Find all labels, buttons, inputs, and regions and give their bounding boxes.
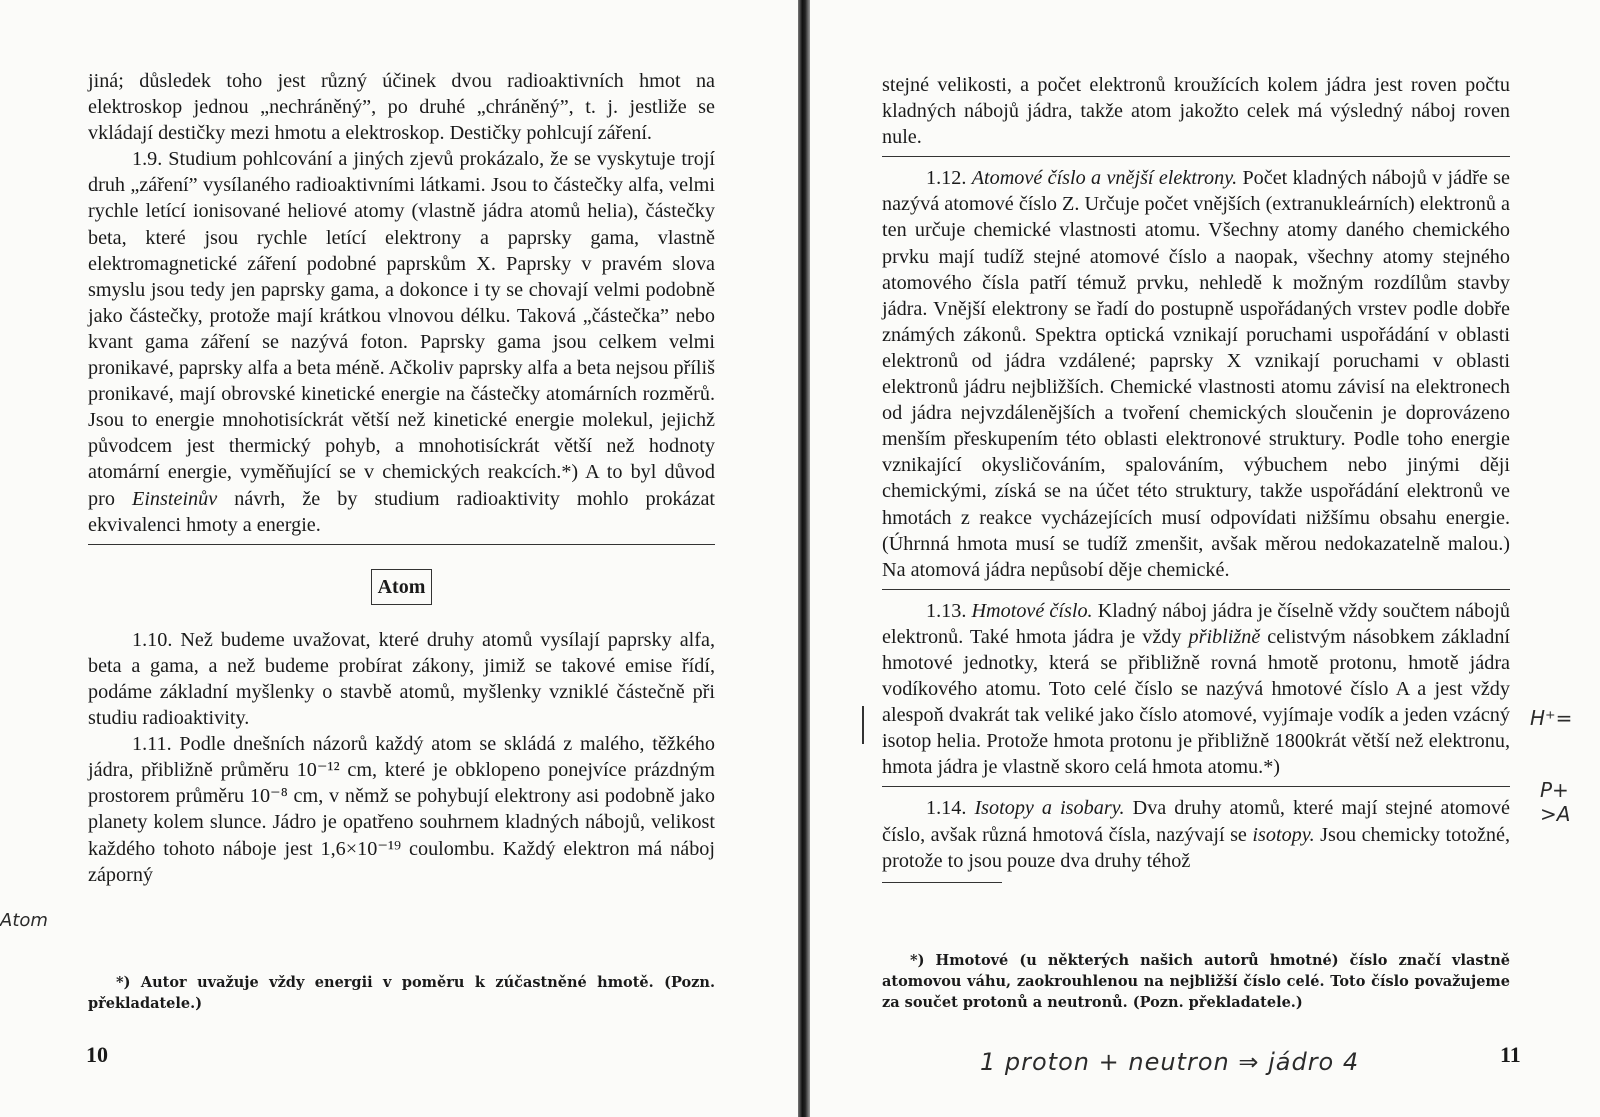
- page-number-left: 10: [86, 1042, 108, 1067]
- section-heading: Atom: [88, 569, 715, 605]
- left-footnote: *) Autor uvažuje vždy energii v poměru k zúčastněné hmotě. (Pozn. překladatele.): [88, 974, 715, 1012]
- divider-1: [882, 156, 1510, 157]
- divider-3: [882, 786, 1510, 787]
- right-page: [810, 0, 1600, 1117]
- divider-2: [882, 589, 1510, 590]
- title-1-12: Atomové číslo a vnější elektrony.: [971, 167, 1238, 190]
- paragraph-1-9: 1.9. Studium pohlcování a jiných zjevů prokázalo, že se vyskytuje trojí druh „záření” vysílaného radioaktivními látkami. Jsou to částečky alfa, velmi rychle letící ionisované heliové atomy (vlastně jádra atomů helia), částečky beta, které jsou rychle letící elektrony a paprsky gama, vlastně elektromagnetické záření podobné paprskům X. Paprsky v pravém slova smyslu jsou tedy jen paprsky gama, a dokonce i ty se chovají velmi podobně jako částečky, protože mají krátkou vlnovou délku. Taková „částečka” nebo kvant gama záření se nazývá foton. Paprsky gama jsou celkem velmi pronikavé, paprsky alfa a beta méně. Ačkoliv paprsky alfa a beta nejsou příliš pronikavé, mají obrovské kinetické energie na částečky atomárních rozměrů. Jsou to energie mnohotisíckrát větší než kinetické energie molekul, jejichž původcem jest thermický pohyb, a mnohotisíckrát větší než hodnoty atomární energie, vyměňující se v chemických reakcích.*) A to byl důvod pro Einsteinův návrh, že by studium radioaktivity mohlo prokázat ekvivalenci hmoty a energie.: [88, 148, 716, 536]
- paragraph-continued: stejné velikosti, a počet elektronů kroužících kolem jádra jest roven počtu kladných nábojů jádra, takže atom jakožto celek má výsledný náboj roven nule.: [882, 74, 1510, 149]
- handwritten-note-bottom: 1 proton + neutron ⇒ jádro 4: [980, 1048, 1360, 1076]
- book-gutter: [798, 0, 810, 1117]
- paragraph-1-11: 1.11. Podle dnešních názorů každý atom se skládá z malého, těžkého jádra, přibližně průměru 10⁻¹² cm, které je obklopeno ponejvíce prázdným prostorem průměru 10⁻⁸ cm, v němž se pohybují elektrony asi podobně jako planety kolem slunce. Jádro je opatřeno souhrnem kladných nábojů, velikost každého tohoto náboje jest 1,6×10⁻¹⁹ coulombu. Každý elektron má náboj záporný: [88, 733, 715, 886]
- section-divider: [88, 544, 715, 545]
- einstein-emphasis: Einsteinův: [131, 487, 218, 510]
- margin-note-h: H⁺=: [1530, 706, 1573, 730]
- title-1-14: Isotopy a isobary.: [974, 797, 1125, 820]
- margin-mark: [862, 706, 864, 744]
- left-page-body: [88, 68, 715, 888]
- paragraph-1-10: 1.10. Než budeme uvažovat, které druhy atomů vysílají paprsky alfa, beta a gama, a než budeme probírat zákony, jimiž se takové emise řídí, podáme základní myšlenky o stavbě atomů, myšlenky vzniklé částečně při studiu radioaktivity.: [88, 628, 715, 730]
- margin-handwriting-left: Atom: [0, 910, 48, 931]
- paragraph-1: jiná; důsledek toho jest různý účinek dvou radioaktivních hmot na elektroskop jednou „nechráněný”, po druhé „chráněný”, t. j. jestliže se vkládají destičky mezi hmotu a elektroskop. Destičky pohlcují záření.: [88, 70, 715, 145]
- footnote-rule: [882, 882, 1002, 883]
- paragraph-1-13: 1.13. Hmotové číslo. Kladný náboj jádra je číselně vždy součtem nábojů elektronů. Také hmota jádra je vždy přibližně celistvým násobkem základní hmotové jednotky, která se přibližně rovná hmotě protonu, hmotě jádra vodíkového atomu. Toto celé číslo se nazývá hmotové číslo A a jest vždy alespoň dvakrát tak veliké jako číslo atomové, vyjímaje vodík a jeden vzácný isotop helia. Protože hmota protonu je přibližně 1800krát větší než elektronu, hmota jádra je vlastně skoro celá hmota atomu.*): [882, 599, 1511, 779]
- right-page-body: [882, 72, 1510, 891]
- paragraph-1-14: 1.14. Isotopy a isobary. Dva druhy atomů, které mají stejné atomové číslo, avšak různá hmotová čísla, nazývají se isotopy. Jsou chemicky totožné, protože to jsou pouze dva druhy téhož: [882, 797, 1511, 872]
- title-1-13: Hmotové číslo.: [971, 599, 1093, 622]
- right-footnote: *) Hmotové (u některých našich autorů hmotné) číslo značí vlastně atomovou váhu, zaokrouhlenou na nejbližší číslo celé. Toto číslo považujeme za součet protonů a neutronů. (Pozn. překladatele.): [882, 952, 1510, 1011]
- page-number-right: 11: [1500, 1042, 1521, 1067]
- paragraph-1-12: 1.12. Atomové číslo a vnější elektrony. Počet kladných nábojů v jádře se nazývá atomové číslo Z. Určuje počet vnějších (extranukleárních) elektronů a ten určuje chemické vlastnosti atomu. Všechny atomy daného chemického prvku mají tudíž stejné atomové číslo a naopak, všechny atomy stejného atomového čísla patří témuž prvku, nehledě k možným rozdílům stavby jádra. Vnější elektrony se řadí do postupně uspořádaných vrstev podle dobře známých zákonů. Spektra optická vznikají poruchami uspořádání v oblasti elektronů od jádra vzdálené; paprsky X vznikají poruchami v oblasti elektronů jádru nejbližších. Chemické vlastnosti atomu závisí na elektronech od jádra nejvzdálenějších a tvoření chemických sloučenin je doprovázeno menším přeskupením této oblasti elektronové struktury. Podle toho energie vznikající okysličováním, spalováním, výbuchem nebo jinými ději chemickými, získá se na účet této struktury, takže uspořádání elektronů ve hmotách z reakce vycházejících musí odpovídati nižšímu obsahu energie. (Úhrnná hmota musí se tudíž zmenšit, avšak měrou nedokazatelně malou.) Na atomová jádra nepůsobí děje chemické.: [882, 167, 1510, 581]
- margin-note-p: P+ >A: [1540, 778, 1571, 826]
